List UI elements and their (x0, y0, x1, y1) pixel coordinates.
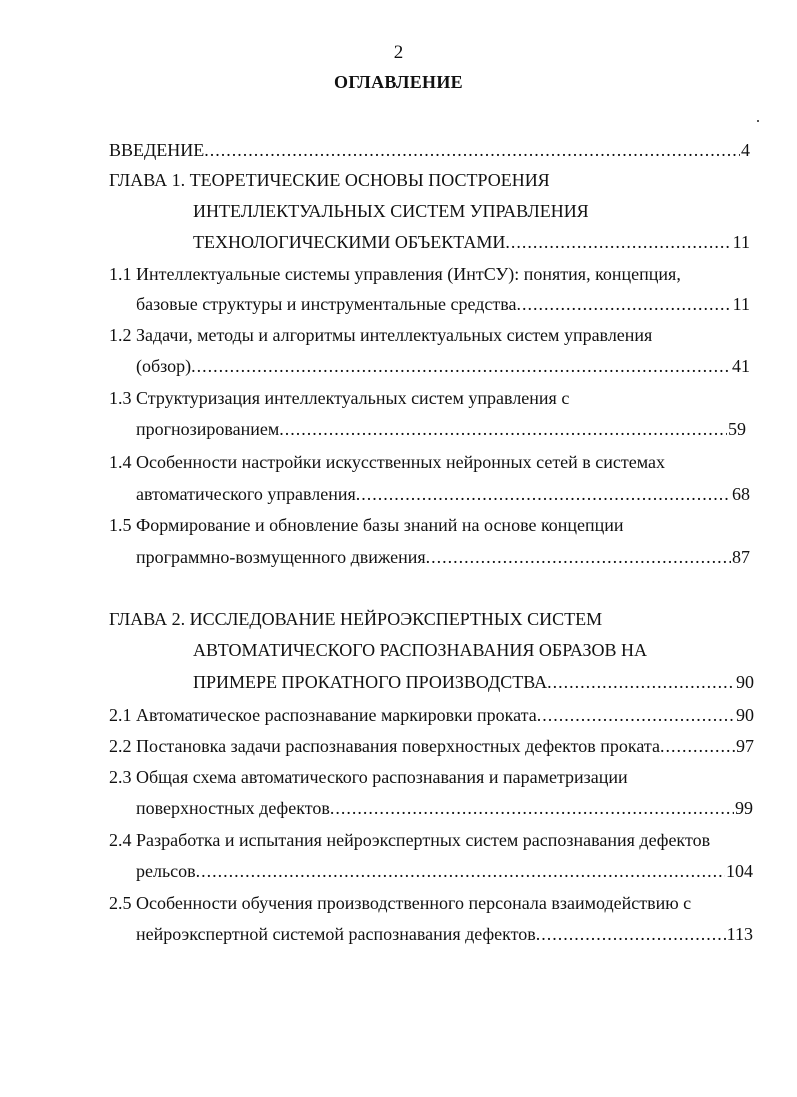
toc-leader (426, 545, 731, 569)
toc-entry-1-2-line1[interactable]: 1.2 Задачи, методы и алгоритмы интеллектуальных систем управления (109, 325, 653, 345)
toc-leader (330, 796, 734, 820)
toc-entry-2-3-line1[interactable]: 2.3 Общая схема автоматического распознавания и параметризации (109, 767, 628, 787)
toc-leader (537, 703, 735, 727)
toc-page-number: 99 (735, 798, 753, 818)
toc-leader (516, 292, 731, 316)
page-title: ОГЛАВЛЕНИЕ (334, 72, 463, 92)
toc-entry-chapter2[interactable] (193, 670, 754, 694)
chapter1-heading-line1[interactable]: ГЛАВА 1. ТЕОРЕТИЧЕСКИЕ ОСНОВЫ ПОСТРОЕНИЯ (109, 170, 550, 190)
toc-entry-title: 2.2 Постановка задачи распознавания поверхностных дефектов проката (109, 736, 660, 756)
toc-leader (191, 354, 731, 378)
toc-entry-2-5-line1[interactable]: 2.5 Особенности обучения производственного персонала взаимодействию с (109, 893, 692, 913)
toc-entry-title: ТЕХНОЛОГИЧЕСКИМИ ОБЪЕКТАМИ (193, 232, 506, 252)
toc-entry-2-1[interactable] (109, 703, 754, 727)
chapter1-heading-line2: ИНТЕЛЛЕКТУАЛЬНЫХ СИСТЕМ УПРАВЛЕНИЯ (193, 201, 589, 221)
toc-entry-2-2[interactable] (109, 734, 754, 758)
toc-entry-title: 2.1 Автоматическое распознавание маркировки проката (109, 705, 537, 725)
toc-entry-1-1-line1[interactable]: 1.1 Интеллектуальные системы управления (ИнтСУ): понятия, концепция, (109, 264, 681, 284)
toc-entry-title: программно-возмущенного движения (136, 547, 426, 567)
toc-entry-title: ПРИМЕРЕ ПРОКАТНОГО ПРОИЗВОДСТВА (193, 672, 548, 692)
toc-entry-title: автоматического управления (136, 484, 356, 504)
toc-entry-1-4-line1[interactable]: 1.4 Особенности настройки искусственных нейронных сетей в системах (109, 452, 666, 472)
toc-entry-1-4[interactable] (136, 482, 750, 506)
toc-entry-title: ВВЕДЕНИЕ (109, 140, 205, 160)
toc-entry-1-3-line1[interactable]: 1.3 Структуризация интеллектуальных систем управления с (109, 388, 570, 408)
toc-page-number: 11 (732, 232, 750, 252)
chapter2-heading-line1[interactable]: ГЛАВА 2. ИССЛЕДОВАНИЕ НЕЙРОЭКСПЕРТНЫХ СИСТЕМ (109, 609, 603, 629)
toc-entry-title: базовые структуры и инструментальные средства (136, 294, 517, 314)
toc-page-number: 97 (736, 736, 754, 756)
toc-entry-2-5[interactable] (136, 922, 753, 946)
toc-leader (547, 670, 735, 694)
page-number: 2 (393, 42, 404, 63)
toc-entry-title: прогнозированием (136, 419, 280, 439)
toc-page-number: 104 (726, 861, 753, 881)
toc-entry-title: рельсов (136, 861, 196, 881)
toc-leader (196, 859, 725, 883)
toc-entry-2-4[interactable] (136, 859, 753, 883)
toc-entry-1-5[interactable] (136, 545, 750, 569)
toc-page-number: 68 (732, 484, 750, 504)
toc-entry-1-2[interactable] (136, 354, 750, 378)
toc-leader (536, 922, 726, 946)
toc-page-number: 113 (726, 924, 753, 944)
toc-leader (356, 482, 731, 506)
toc-page-number: 90 (736, 705, 754, 725)
toc-leader (505, 230, 731, 254)
toc-leader (279, 417, 727, 441)
toc-entry-intro[interactable] (109, 138, 750, 162)
toc-page-number: 41 (732, 356, 750, 376)
scan-mark (757, 120, 759, 122)
toc-page-number: 90 (736, 672, 754, 692)
toc-page-number: 4 (741, 140, 750, 160)
toc-entry-2-4-line1[interactable]: 2.4 Разработка и испытания нейроэкспертных систем распознавания дефектов (109, 830, 711, 850)
toc-page-number: 59 (728, 419, 746, 439)
toc-leader (204, 138, 740, 162)
chapter2-heading-line2: АВТОМАТИЧЕСКОГО РАСПОЗНАВАНИЯ ОБРАЗОВ НА (193, 640, 647, 660)
toc-leader (660, 734, 735, 758)
toc-page-number: 87 (732, 547, 750, 567)
toc-entry-title: нейроэкспертной системой распознавания дефектов (136, 924, 536, 944)
toc-entry-1-5-line1[interactable]: 1.5 Формирование и обновление базы знаний на основе концепции (109, 515, 624, 535)
toc-entry-chapter1[interactable] (193, 230, 750, 254)
toc-page-number: 11 (732, 294, 750, 314)
toc-entry-title: поверхностных дефектов (136, 798, 330, 818)
toc-entry-title: (обзор) (136, 356, 192, 376)
toc-entry-2-3[interactable] (136, 796, 753, 820)
toc-entry-1-3[interactable] (136, 417, 746, 441)
toc-entry-1-1[interactable] (136, 292, 750, 316)
